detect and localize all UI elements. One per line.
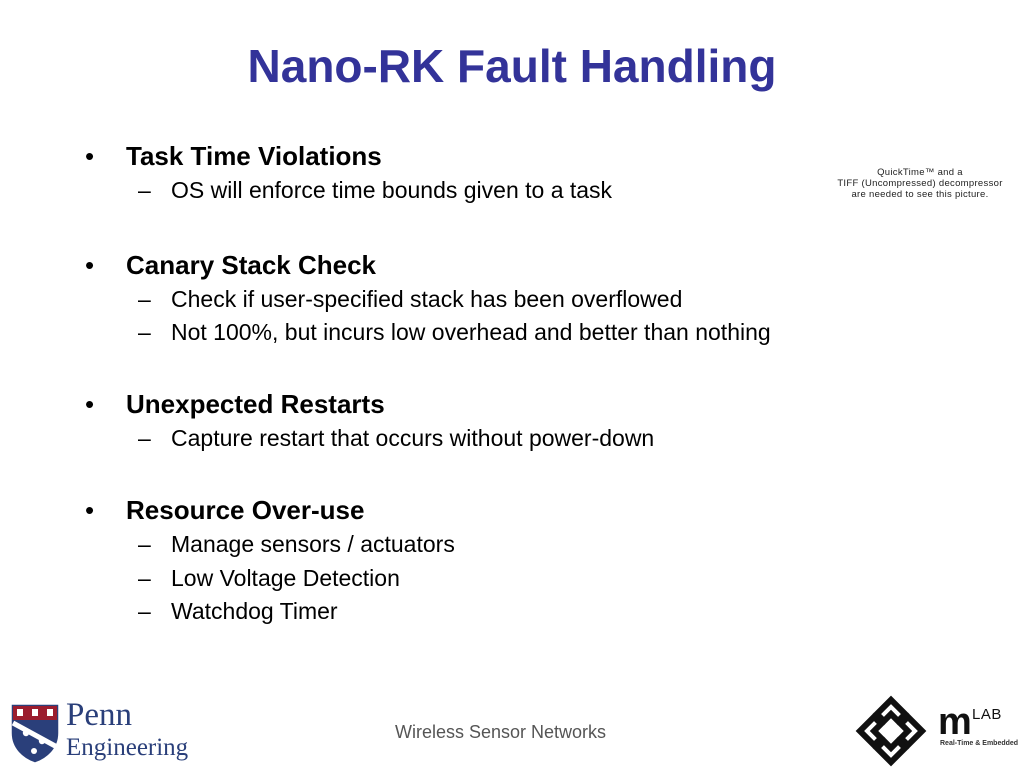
sub-bullet-text: Capture restart that occurs without power-down: [171, 424, 655, 451]
bullet-dot: •: [85, 495, 95, 525]
section-resource-over-use: [85, 492, 865, 629]
sub-bullet-text: Manage sensors / actuators: [171, 531, 455, 557]
sub-bullet-text: Not 100%, but incurs low overhead and better than nothing: [171, 319, 771, 345]
slide-title: Nano-RK Fault Handling: [247, 40, 777, 92]
sub-bullet-text: OS will enforce time bounds given to a task: [171, 177, 613, 203]
bullet-heading: [85, 247, 865, 283]
penn-shield-icon: [10, 703, 60, 763]
bullet-heading-text: Task Time Violations: [126, 141, 382, 171]
dash-glyph: –: [138, 177, 151, 203]
penn-wordmark: Penn: [66, 697, 132, 733]
sub-bullet-text: Low Voltage Detection: [171, 564, 400, 591]
dash-glyph: –: [138, 319, 151, 345]
bullet-list: [85, 138, 865, 668]
bullet-heading-text: Unexpected Restarts: [126, 388, 385, 419]
section-task-time-violations: [85, 138, 865, 208]
dash-glyph: –: [138, 285, 151, 312]
bullet-dot: •: [85, 249, 95, 280]
sub-bullet: [85, 595, 865, 629]
sub-bullet: [85, 316, 865, 350]
dash-glyph: –: [138, 598, 151, 624]
footer-text: Wireless Sensor Networks: [395, 722, 607, 742]
sub-bullet: [85, 283, 865, 317]
bullet-heading-text: Canary Stack Check: [126, 249, 377, 280]
penn-engineering-wordmark: Engineering: [66, 734, 189, 761]
sub-bullet: [85, 174, 865, 208]
sub-bullet-text: Watchdog Timer: [171, 598, 338, 624]
quicktime-placeholder: [830, 167, 1010, 200]
section-canary-stack-check: [85, 247, 865, 350]
bullet-heading: [85, 386, 865, 422]
dash-glyph: –: [138, 564, 151, 591]
quicktime-line-1: QuickTime™ and a: [877, 167, 963, 178]
sub-bullet-text: Check if user-specified stack has been overflowed: [171, 285, 683, 312]
bullet-heading-text: Resource Over-use: [126, 495, 365, 525]
mlab-logo: [938, 701, 1019, 756]
mlab-m-wordmark: m: [938, 701, 972, 743]
sub-bullet: [85, 422, 865, 456]
mlab-lab-wordmark: LAB: [972, 706, 1002, 723]
quicktime-line-2: TIFF (Uncompressed) decompressor: [837, 178, 1003, 189]
quicktime-line-3: are needed to see this picture.: [851, 189, 989, 200]
bullet-dot: •: [85, 388, 95, 419]
penn-engineering-logo: [10, 697, 190, 765]
bullet-heading: [85, 138, 865, 174]
rtl-cube-logo-icon: [855, 695, 927, 767]
bullet-heading: [85, 492, 865, 528]
mlab-tagline: Real-Time & Embedded: [940, 740, 1019, 747]
dash-glyph: –: [138, 531, 151, 557]
section-unexpected-restarts: [85, 386, 865, 456]
bullet-dot: •: [85, 141, 95, 171]
dash-glyph: –: [138, 424, 151, 451]
sub-bullet: [85, 562, 865, 596]
sub-bullet: [85, 528, 865, 562]
